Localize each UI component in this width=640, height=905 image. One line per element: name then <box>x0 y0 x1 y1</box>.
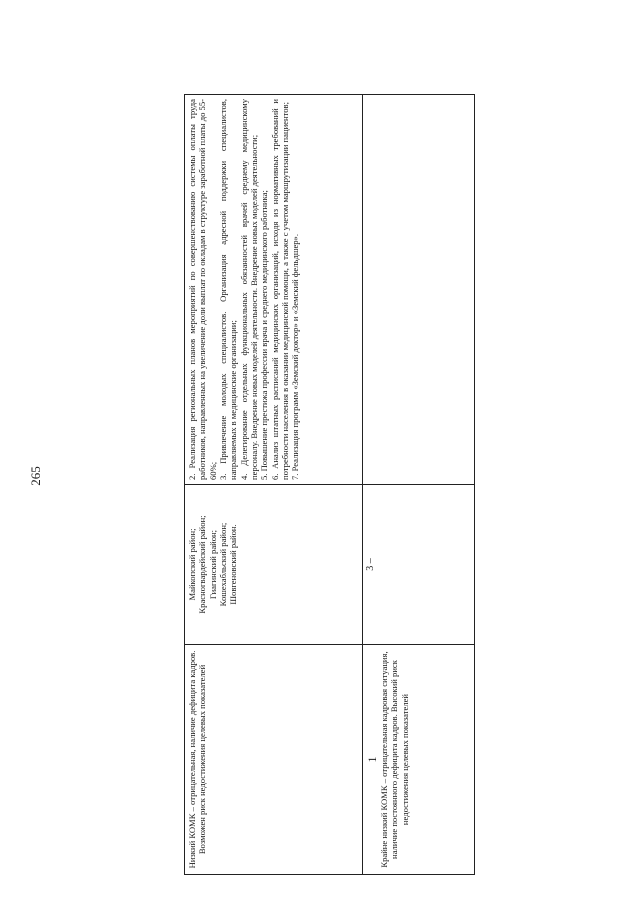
table-row <box>363 95 475 875</box>
measure-item: 2. Реализация региональных планов мероприятий по совершенствованию системы оплаты труда работников, направленных на увеличение доли выплат по окладам в структуре заработной платы до 55-60%; <box>187 99 218 480</box>
district-line: Шовгеновский район. <box>228 524 239 605</box>
district-line: Гиагинский район; <box>207 529 218 600</box>
row-number: 1 <box>365 756 379 763</box>
rotated-table-container <box>184 95 474 875</box>
staffing-risk-table <box>184 94 475 875</box>
table-cell-risk-description <box>185 645 363 875</box>
cell-text: Крайне низкий КОМК – отрицательная кадровая ситуация, наличие постоянного дефицита кадров. Высокий риск недостижения целевых показателей <box>379 651 410 868</box>
measure-item: 7. Реализация программ «Земский доктор» и «Земский фельдшер». <box>290 234 301 480</box>
measure-item: 3. Привлечение молодых специалистов. Организация адресной поддержки специалистов, направляемых в медицинские организации; <box>217 99 239 480</box>
measure-item: 6. Анализ штатных расписаний медицинских организаций, исходя из нормативных требований и потребности населения в оказании медицинской помощи, а также с учетом маршрутизации пациентов; <box>269 99 290 480</box>
table-cell-risk-description <box>363 645 475 875</box>
table-row <box>185 95 363 875</box>
table-cell-measures <box>185 95 363 485</box>
cell-text: Низкий КОМК – отрицательная, наличие дефицита кадров. Возможен риск недостижения целевых показателей <box>187 650 208 869</box>
district-line: Красногвардейский район; <box>197 515 208 614</box>
measure-item: 4. Делегирование отдельных функциональных обязанностей врачей среднему медицинскому персоналу. Внедрение новых моделей деятельности. Внедрение новых моделей деятельности; <box>238 99 259 480</box>
table-cell-districts <box>363 485 475 645</box>
measure-item: 5. Повышение престижа профессии врача и среднего медицинского работника; <box>259 190 270 480</box>
page-number: 265 <box>28 466 43 486</box>
table-cell-districts <box>185 485 363 645</box>
district-line: Кошехабльский район; <box>217 522 228 607</box>
cell-text: 3 – <box>365 558 376 571</box>
district-line: Майкопский район; <box>187 528 197 601</box>
table-cell-measures <box>363 95 475 485</box>
